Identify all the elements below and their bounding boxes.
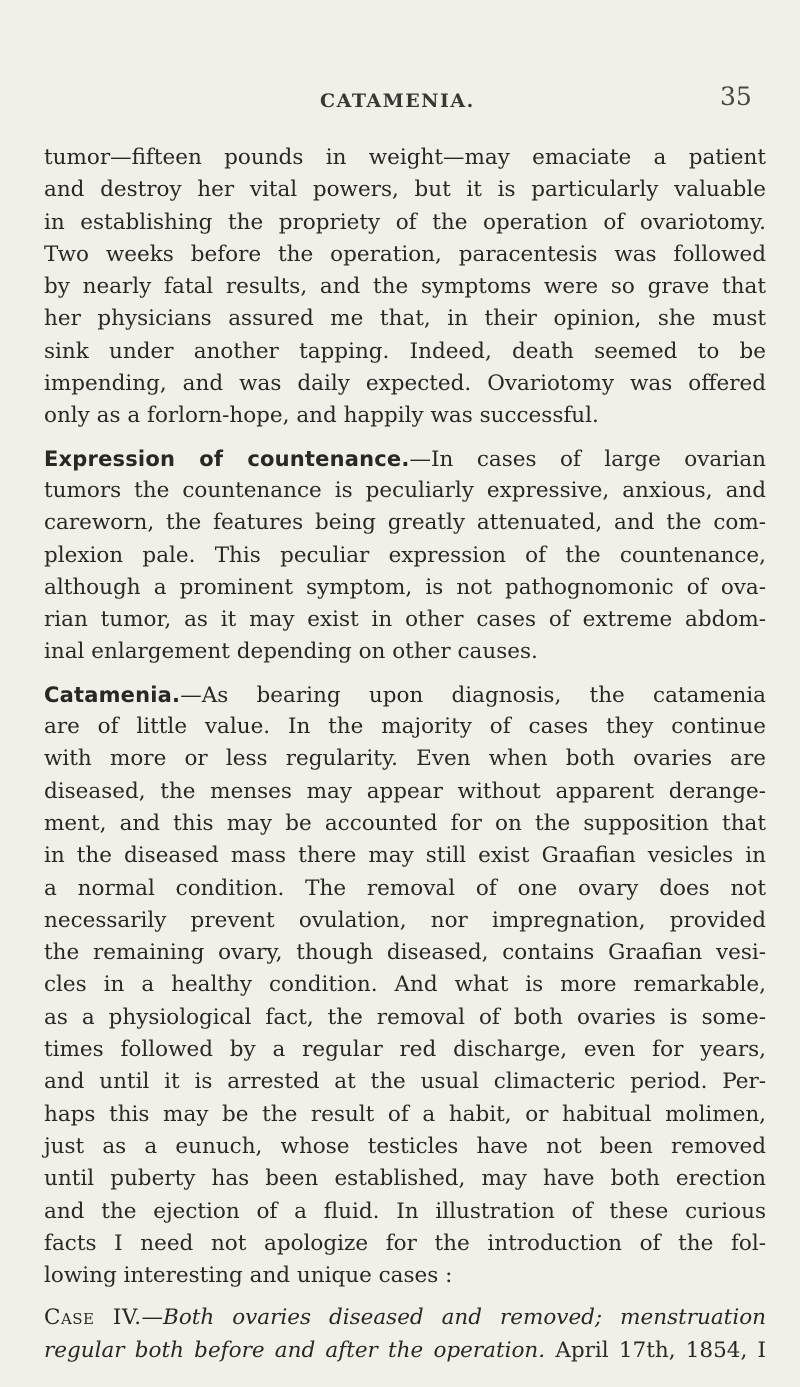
text-line: a normal condition. The removal of one ovary does not [44, 875, 766, 901]
text-run: —In cases of large ovarian [409, 446, 766, 472]
text-line: and destroy her vital powers, but it is particularly valuable [44, 177, 766, 203]
text-line: and the ejection of a fluid. In illustration of these curious [44, 1198, 766, 1224]
dash: — [141, 1305, 164, 1331]
text-line: Two weeks before the operation, paracentesis was followed [44, 241, 766, 267]
text-line: lowing interesting and unique cases : [44, 1263, 453, 1289]
text-line: in the diseased mass there may still exist Graafian vesicles in [44, 843, 766, 869]
text-line: although a prominent symptom, is not pathognomonic of ova- [44, 574, 766, 600]
text-line [44, 443, 766, 475]
case-label: Case IV. [44, 1305, 142, 1331]
text-run: —As bearing upon diagnosis, the catamenia [180, 682, 766, 708]
text-line: inal enlargement depending on other causes. [44, 639, 538, 665]
section-catamenia [44, 679, 766, 1293]
text-line: rian tumor, as it may exist in other cases of extreme abdom- [44, 607, 766, 633]
body-text [44, 142, 766, 1367]
text-line: plexion pale. This peculiar expression of the countenance, [44, 542, 766, 568]
section-heading: Catamenia. [44, 682, 181, 707]
case-date: April 17th, 1854, I [545, 1337, 766, 1363]
case-iv [44, 1302, 766, 1367]
case-title-continued: regular both before and after the operation. [44, 1337, 546, 1363]
case-title: Both ovaries diseased and removed; menstruation [163, 1305, 766, 1331]
text-line: tumors the countenance is peculiarly expressive, anxious, and [44, 477, 766, 503]
text-line: cles in a healthy condition. And what is more remarkable, [44, 972, 766, 998]
text-line: times followed by a regular red discharge, even for years, [44, 1037, 766, 1063]
text-line: careworn, the features being greatly attenuated, and the com- [44, 510, 766, 536]
text-line: and until it is arrested at the usual climacteric period. Per- [44, 1069, 766, 1095]
page-number: 35 [720, 82, 752, 111]
text-line: tumor—fifteen pounds in weight—may emaciate a patient [44, 145, 766, 170]
text-line: by nearly fatal results, and the symptoms were so grave that [44, 274, 766, 300]
text-line: facts I need not apologize for the introduction of the fol- [44, 1230, 766, 1256]
text-line: just as a eunuch, whose testicles have not been removed [44, 1133, 766, 1159]
text-line: her physicians assured me that, in their opinion, she must [44, 306, 766, 332]
text-line: haps this may be the result of a habit, or habitual molimen, [44, 1101, 766, 1127]
text-line: impending, and was daily expected. Ovariotomy was offered [44, 371, 766, 397]
text-line: until puberty has been established, may have both erection [44, 1166, 766, 1192]
text-line: diseased, the menses may appear without apparent derange- [44, 778, 766, 804]
paragraph-continuation [44, 142, 766, 433]
section-heading: Expression of countenance. [44, 446, 410, 471]
text-line: only as a forlorn-hope, and happily was successful. [44, 403, 599, 429]
running-title: CATAMENIA. [320, 90, 475, 112]
text-line: are of little value. In the majority of cases they continue [44, 714, 766, 740]
text-line: as a physiological fact, the removal of both ovaries is some- [44, 1004, 766, 1030]
text-line: sink under another tapping. Indeed, death seemed to be [44, 338, 766, 364]
text-line: in establishing the propriety of the operation of ovariotomy. [44, 209, 766, 235]
text-line [44, 1335, 766, 1367]
running-head [0, 82, 800, 116]
text-line: ment, and this may be accounted for on the supposition that [44, 810, 766, 836]
section-expression-of-countenance [44, 443, 766, 669]
text-line: with more or less regularity. Even when both ovaries are [44, 746, 766, 772]
text-line: the remaining ovary, though diseased, contains Graafian vesi- [44, 940, 766, 966]
text-line [44, 1302, 766, 1334]
text-line: necessarily prevent ovulation, nor impregnation, provided [44, 907, 766, 933]
text-line [44, 679, 766, 711]
